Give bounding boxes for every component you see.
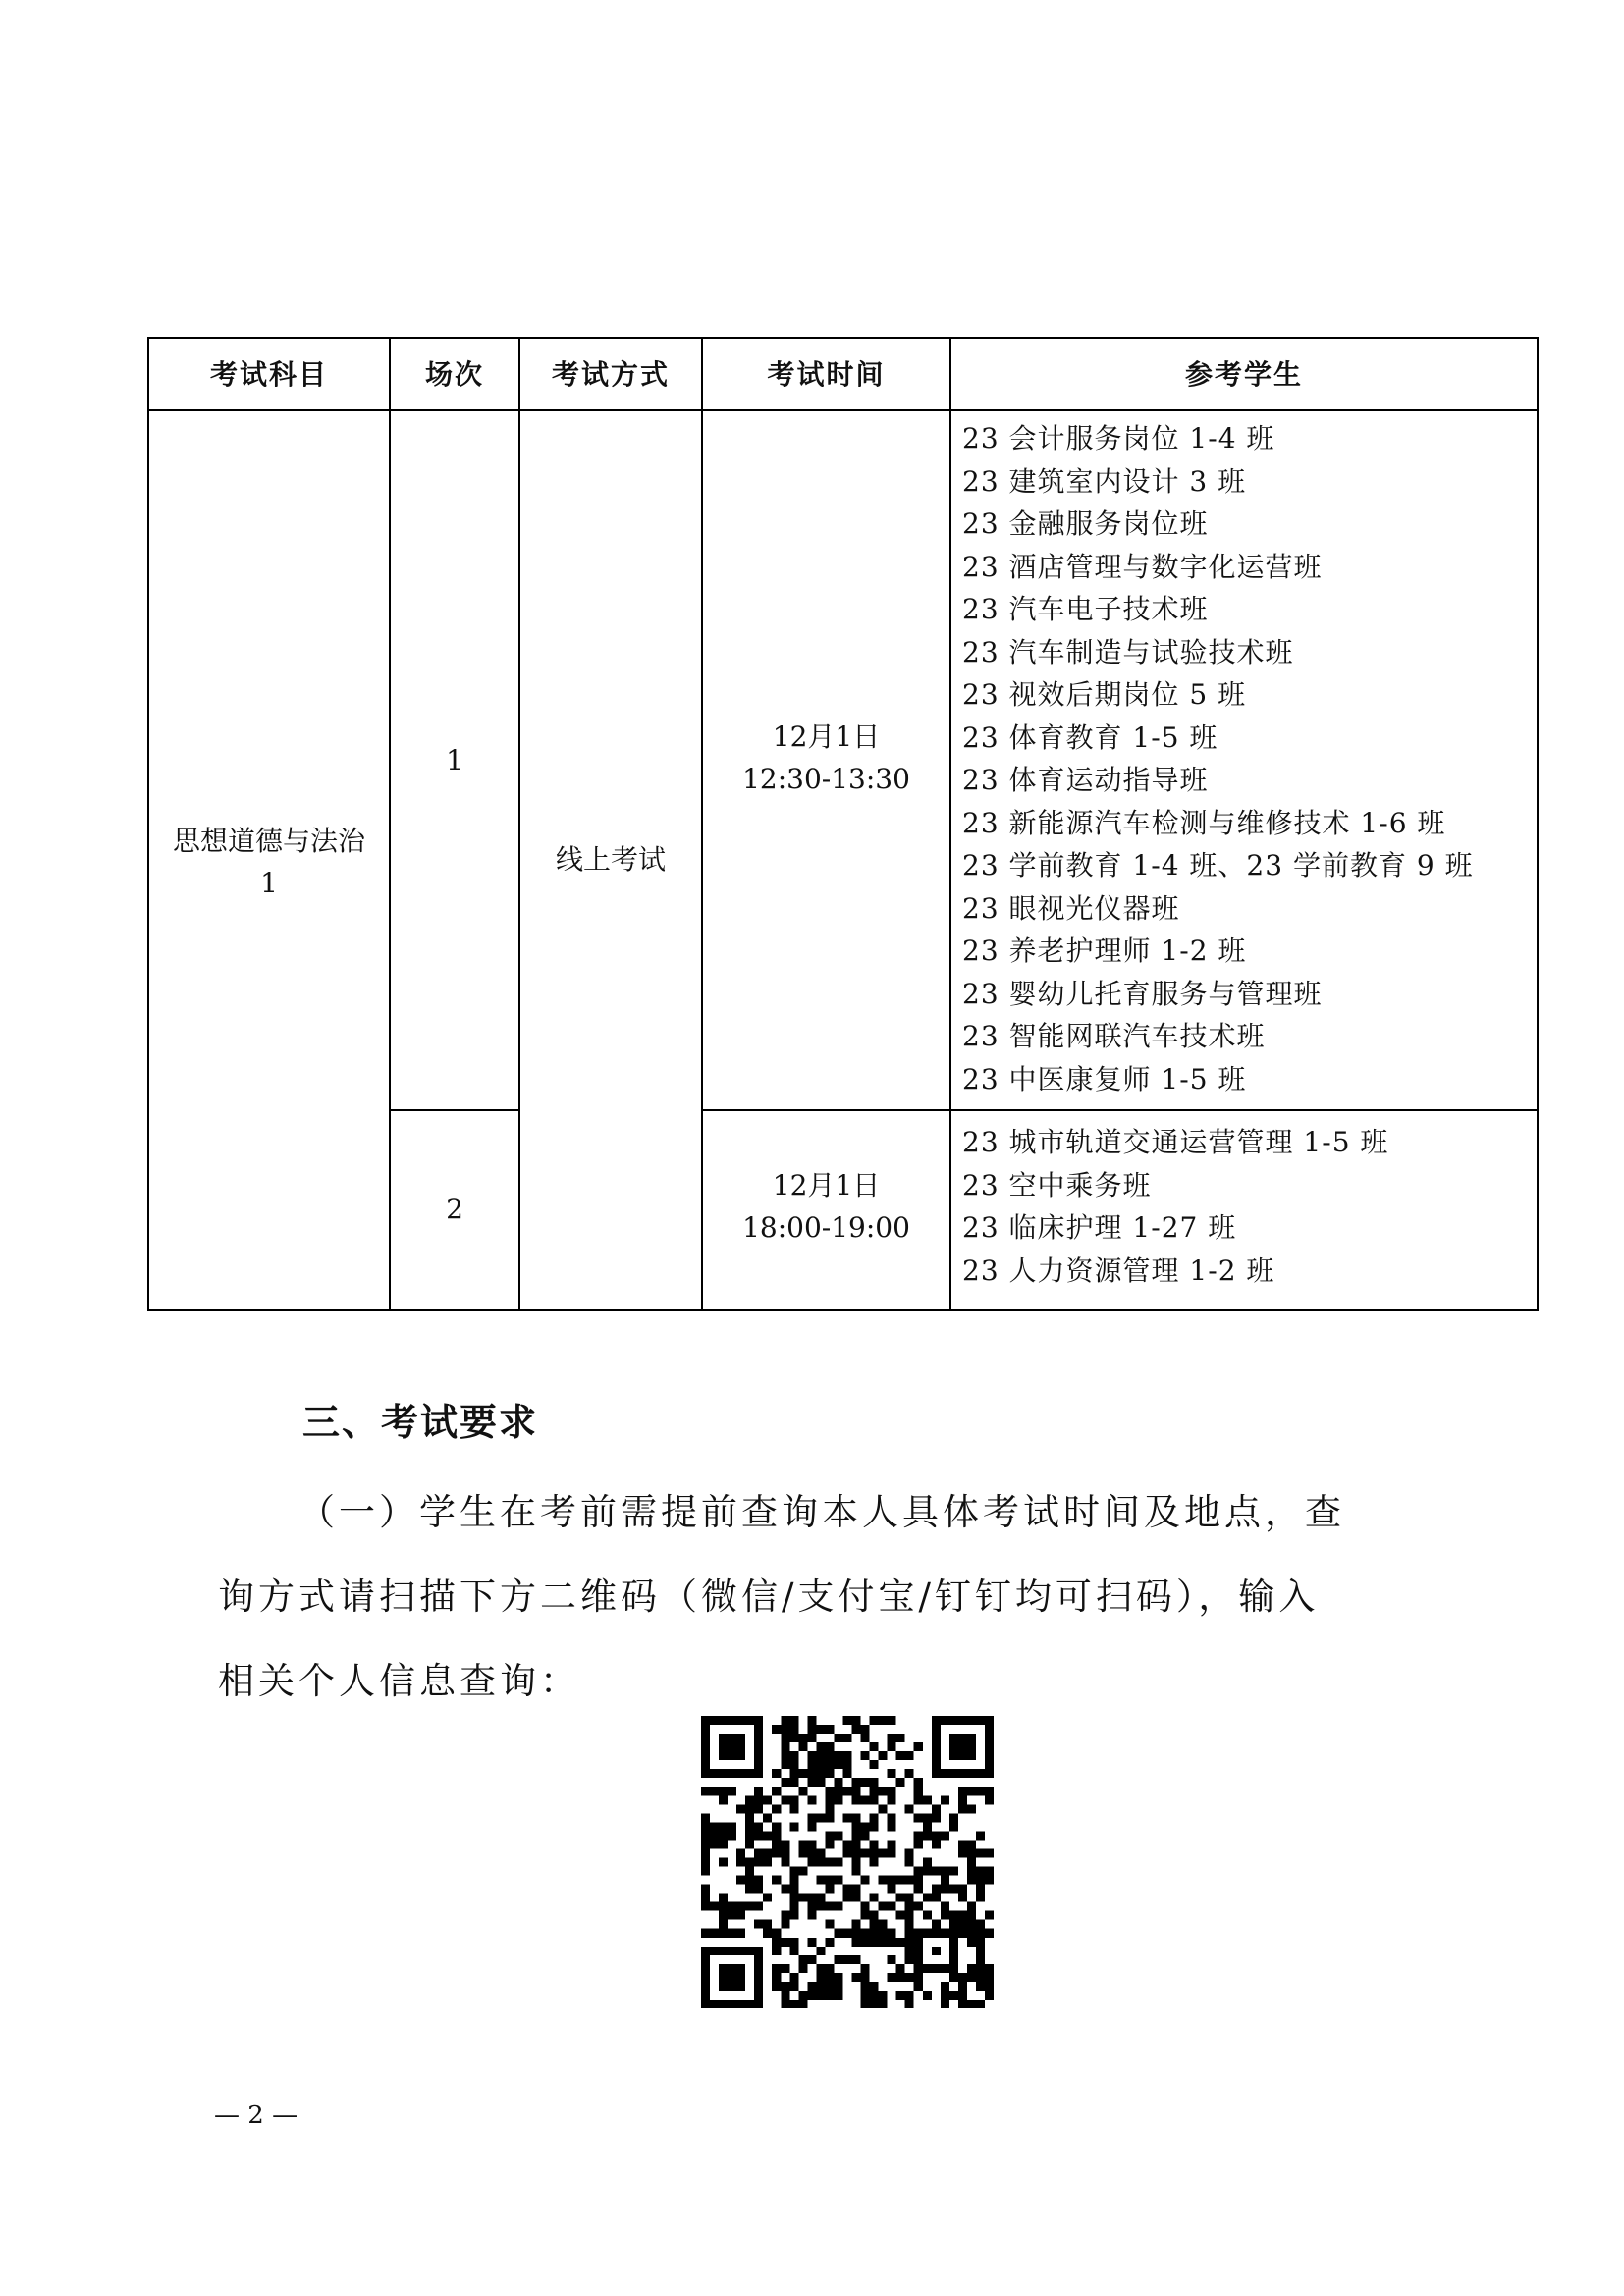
page-number: — 2 — (214, 2101, 298, 2130)
student-group: 23 城市轨道交通运营管理 1-5 班 (962, 1126, 1389, 1158)
student-group: 23 中医康复师 1-5 班 (962, 1062, 1247, 1095)
student-group: 23 体育运动指导班 (962, 764, 1209, 796)
student-group: 23 人力资源管理 1-2 班 (962, 1254, 1275, 1287)
header-method: 考试方式 (551, 358, 670, 391)
student-group: 23 养老护理师 1-2 班 (962, 934, 1247, 967)
header-students: 参考学生 (1184, 358, 1303, 391)
student-group: 23 学前教育 1-4 班、23 学前教育 9 班 (962, 849, 1474, 881)
student-group: 23 眼视光仪器班 (962, 891, 1180, 925)
subject-cell (149, 820, 389, 905)
session-1-number: 1 (446, 744, 463, 776)
student-group: 23 汽车制造与试验技术班 (962, 635, 1294, 668)
student-group: 23 会计服务岗位 1-4 班 (962, 422, 1275, 454)
session-2-number: 2 (446, 1193, 463, 1225)
session-1-date: 12月1日 (772, 721, 881, 753)
student-group: 23 新能源汽车检测与维修技术 1-6 班 (962, 806, 1446, 839)
session-2-hours: 18:00-19:00 (742, 1211, 910, 1245)
student-group: 23 体育教育 1-5 班 (962, 721, 1218, 754)
header-subject: 考试科目 (209, 358, 328, 391)
student-group: 23 临床护理 1-27 班 (962, 1211, 1237, 1244)
qr-code-icon[interactable] (701, 1716, 994, 2008)
student-group: 23 汽车电子技术班 (962, 593, 1209, 625)
student-group: 23 视效后期岗位 5 班 (962, 678, 1247, 711)
session-2-date: 12月1日 (772, 1169, 881, 1201)
student-group: 23 酒店管理与数字化运营班 (962, 550, 1323, 583)
session-2-time (703, 1164, 949, 1250)
subject-number: 1 (260, 867, 278, 900)
student-group: 23 建筑室内设计 3 班 (962, 464, 1247, 498)
session-1-students (962, 417, 1474, 1100)
paragraph-line-3: 相关个人信息查询： (218, 1660, 580, 1702)
subject-name: 思想道德与法治 (172, 825, 365, 857)
student-group: 23 婴幼儿托育服务与管理班 (962, 977, 1323, 1010)
section-heading: 三、考试要求 (302, 1401, 539, 1444)
student-group: 23 智能网联汽车技术班 (962, 1020, 1266, 1052)
session-2-students (962, 1121, 1388, 1292)
header-session: 场次 (424, 358, 484, 391)
paragraph-line-1: （一）学生在考前需提前查询本人具体考试时间及地点，查 (298, 1491, 1345, 1533)
exam-method: 线上考试 (555, 843, 666, 876)
session-1-hours: 12:30-13:30 (742, 763, 910, 796)
header-time: 考试时间 (767, 358, 886, 391)
session-1-time (703, 716, 949, 801)
student-group: 23 空中乘务班 (962, 1168, 1152, 1201)
paragraph-line-2: 询方式请扫描下方二维码（微信/支付宝/钉钉均可扫码），输入 (218, 1575, 1320, 1618)
student-group: 23 金融服务岗位班 (962, 507, 1209, 540)
